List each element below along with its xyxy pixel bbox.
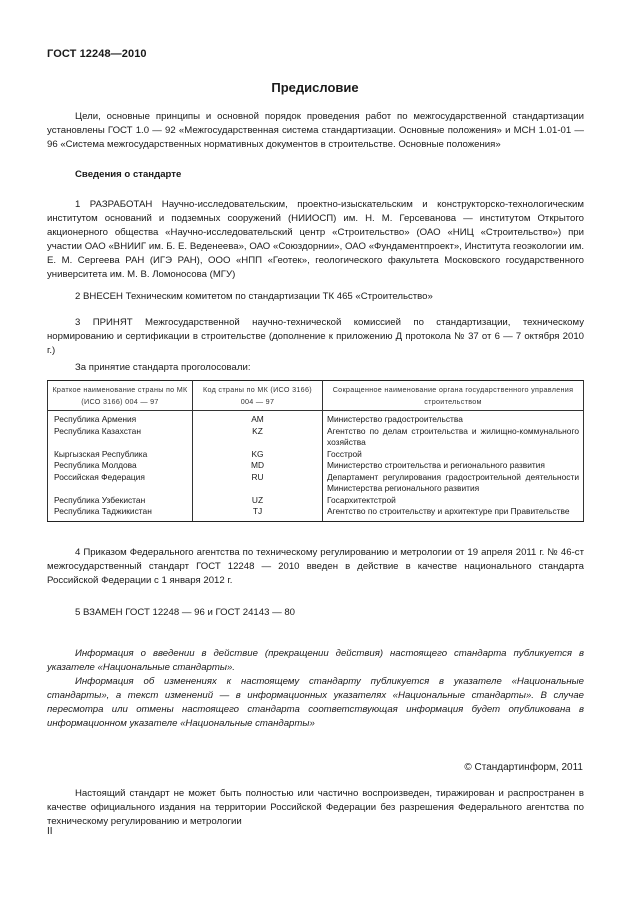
code-cell: RU [193, 472, 323, 495]
voted-intro-text: За принятие стандарта проголосовали: [75, 362, 251, 373]
table-header-row [48, 381, 584, 411]
country-cell: Республика Таджикистан [48, 506, 193, 521]
code-cell: KZ [193, 426, 323, 449]
code-cell: UZ [193, 495, 323, 507]
copyright: © Стандартинформ, 2011 [464, 762, 583, 773]
authority-cell: Госархитектстрой [323, 495, 584, 507]
voting-table [47, 380, 584, 522]
table-row [48, 426, 584, 449]
column-header-code: Код страны по МК (ИСО 3166) 004 — 97 [193, 381, 323, 411]
rights-notice [47, 787, 584, 829]
authority-cell: Госстрой [323, 449, 584, 461]
section-heading [47, 168, 584, 182]
replaced-text: 5 ВЗАМЕН ГОСТ 12248 — 96 и ГОСТ 24143 — 80 [75, 607, 296, 618]
item-adopted [47, 316, 584, 358]
document-code: ГОСТ 12248—2010 [47, 48, 147, 60]
developed-text: 1 РАЗРАБОТАН Научно-исследовательским, проектно-изыскательским и конструкторско-технологическим институтом оснований и подземных сооружений (НИИОСП) им. Н. М. Герсеванова — институтом Открытого акционерного общества «Научно-исследовательский центр «Строительство» (ОАО «НИЦ «Строительство») при участии ОАО «ВНИИГ им. Б. Е. Веденеева», ОАО «Союздорнии», ОАО «Фундаментпроект», Института геоэкологии им. Е. М. Сергеева РАН (ИГЭ РАН), ООО «НПП «Геотек», геологического факультета Московского государственного университета им. М. В. Ломоносова (МГУ) [47, 199, 584, 280]
page-number: II [47, 826, 53, 837]
code-cell: KG [193, 449, 323, 461]
item-order [47, 546, 584, 588]
country-cell: Республика Молдова [48, 460, 193, 472]
column-header-country: Краткое наименование страны по МК (ИСО 3166) 004 — 97 [48, 381, 193, 411]
table-row [48, 449, 584, 461]
item-introduced [47, 290, 584, 304]
intro-paragraph [47, 110, 584, 152]
authority-cell: Агентство по строительству и архитектуре при Правительстве [323, 506, 584, 521]
introduced-text: 2 ВНЕСЕН Техническим комитетом по стандартизации ТК 465 «Строительство» [75, 291, 433, 302]
country-cell: Кыргызская Республика [48, 449, 193, 461]
voted-intro [47, 361, 584, 375]
section-title: Сведения о стандарте [75, 169, 182, 180]
table-row [48, 460, 584, 472]
code-cell: TJ [193, 506, 323, 521]
intro-text: Цели, основные принципы и основной порядок проведения работ по межгосударственной стандартизации установлены ГОСТ 1.0 — 92 «Межгосударственная система стандартизации. Основные положения» и МСН 1.01-01 — 96 «Система межгосударственных нормативных документов в строительстве. Основные положения» [47, 111, 584, 150]
code-cell: MD [193, 460, 323, 472]
publication-notice [47, 647, 584, 731]
authority-cell: Министерство строительства и регионального развития [323, 460, 584, 472]
country-cell: Российская Федерация [48, 472, 193, 495]
country-cell: Республика Армения [48, 411, 193, 426]
table-row [48, 411, 584, 426]
authority-cell: Агентство по делам строительства и жилищно-коммунального хозяйства [323, 426, 584, 449]
country-cell: Республика Казахстан [48, 426, 193, 449]
code-cell: AM [193, 411, 323, 426]
table-row [48, 495, 584, 507]
table-row [48, 472, 584, 495]
item-developed [47, 198, 584, 282]
page-title: Предисловие [271, 80, 359, 95]
order-text: 4 Приказом Федерального агентства по техническому регулированию и метрологии от 19 апреля 2011 г. № 46-ст межгосударственный стандарт ГОСТ 12248 — 2010 введен в действие в качестве национального стандарта Российской Федерации с 1 января 2012 г. [47, 547, 584, 586]
authority-cell: Департамент регулирования градостроительной деятельности Министерства регионального развития [323, 472, 584, 495]
rights-text: Настоящий стандарт не может быть полностью или частично воспроизведен, тиражирован и распространен в качестве официального издания на территории Российской Федерации без разрешения Федерального агентства по техническому регулированию и метрологии [47, 788, 584, 827]
notice-paragraph-2: Информация об изменениях к настоящему стандарту публикуется в указателе «Национальные стандарты», а текст изменений — в информационных указателях «Национальные стандарты». В случае пересмотра или отмены настоящего стандарта соответствующая информация будет опубликована в информационном указателе «Национальные стандарты» [47, 676, 584, 729]
adopted-text: 3 ПРИНЯТ Межгосударственной научно-технической комиссией по стандартизации, техническому нормированию и сертификации в строительстве (дополнение к приложению Д протокола № 37 от 6 — 7 октября 2010 г.) [47, 317, 584, 356]
table-row [48, 506, 584, 521]
authority-cell: Министерство градостроительства [323, 411, 584, 426]
country-cell: Республика Узбекистан [48, 495, 193, 507]
column-header-authority: Сокращенное наименование органа государственного управления строительством [323, 381, 584, 411]
notice-paragraph-1: Информация о введении в действие (прекращении действия) настоящего стандарта публикуется в указателе «Национальные стандарты». [47, 648, 584, 673]
item-replaced [47, 606, 584, 620]
